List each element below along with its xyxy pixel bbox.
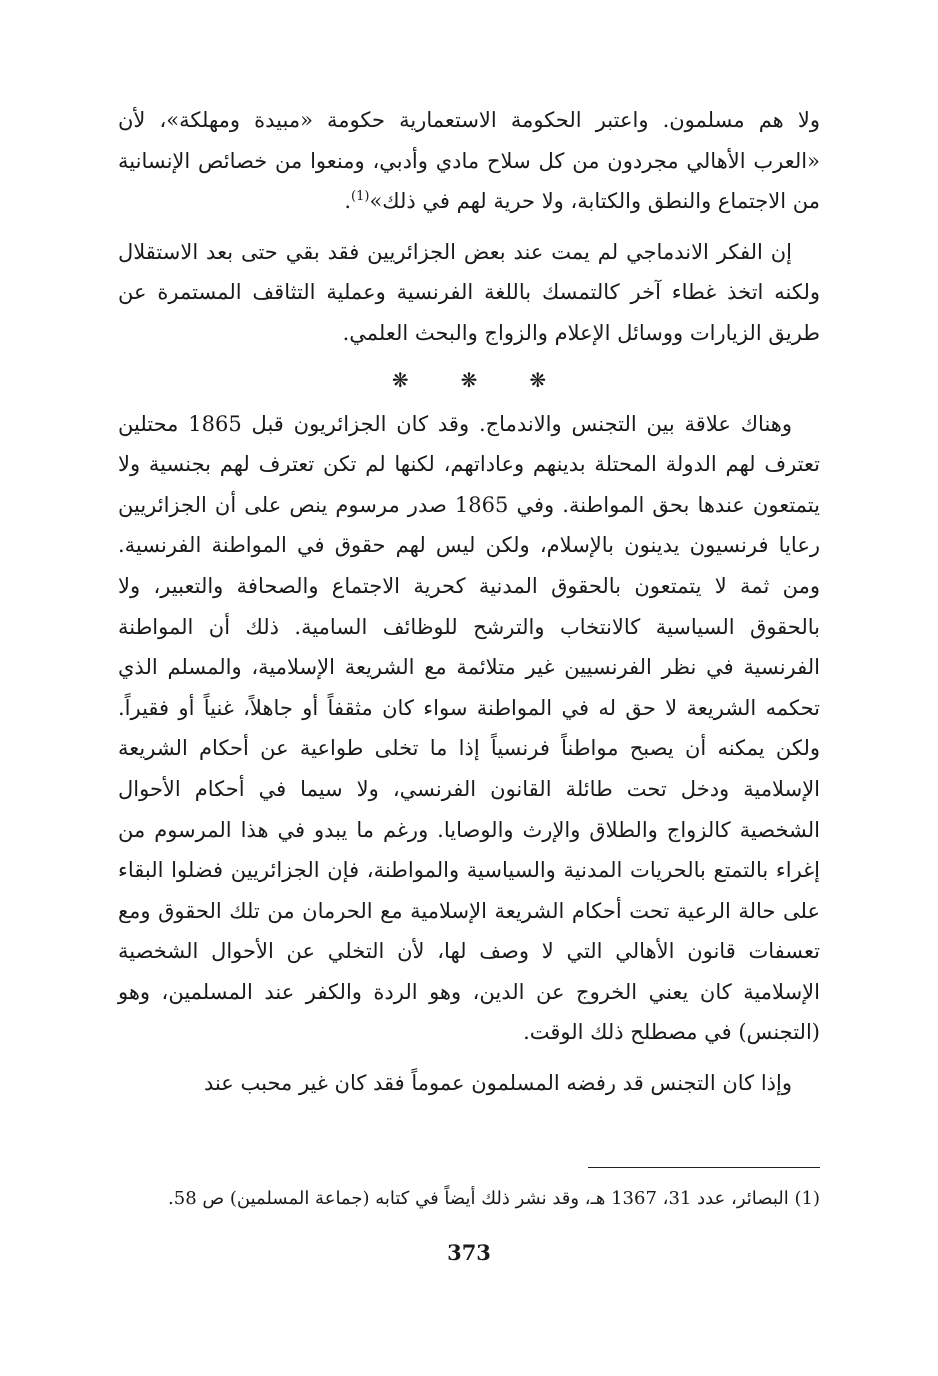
paragraph-4: وإذا كان التجنس قد رفضه المسلمون عموماً فقد كان غير محبب عند <box>203 1071 792 1096</box>
paragraph-2: إن الفكر الاندماجي لم يمت عند بعض الجزائريين فقد بقي حتى بعد الاستقلال ولكنه اتخذ غطاء آخر كالتمسك باللغة الفرنسية وعملية التثاقف المستمرة عن طريق الزيارات ووسائل الإعلام والزواج والبحث العلمي. <box>118 239 820 345</box>
separator-star: ❋ <box>460 367 478 392</box>
paragraph-1-end: . <box>344 189 351 214</box>
page-body <box>118 100 820 1104</box>
paragraph-3: وهناك علاقة بين التجنس والاندماج. وقد كان الجزائريون قبل 1865 محتلين تعترف لهم الدولة المحتلة بدينهم وعاداتهم، لكنها لم تكن تعترف لهم بجنسية ولا يتمتعون عندها بحق المواطنة. وفي 1865 صدر مرسوم ينص على أن الجزائريين رعايا فرنسيون يدينون بالإسلام، ولكن ليس لهم حقوق في المواطنة الفرنسية. ومن ثمة لا يتمتعون بالحقوق المدنية كحرية الاجتماع والصحافة والتعبير، ولا بالحقوق السياسية كالانتخاب والترشح للوظائف السامية. ذلك أن المواطنة الفرنسية في نظر الفرنسيين غير متلائمة مع الشريعة الإسلامية، والمسلم الذي تحكمه الشريعة لا حق له في المواطنة سواء كان مثقفاً أو جاهلاً، غنياً أو فقيراً. ولكن يمكنه أن يصبح مواطناً فرنسياً إذا ما تخلى طواعية عن أحكام الشريعة الإسلامية ودخل تحت طائلة القانون الفرنسي، ولا سيما في أحكام الأحوال الشخصية كالزواج والطلاق والإرث والوصايا. ورغم ما يبدو في هذا المرسوم من إغراء بالتمتع بالحريات المدنية والسياسية والمواطنة، فإن الجزائريين فضلوا البقاء على حالة الرعية تحت أحكام الشريعة الإسلامية مع الحرمان من تلك الحقوق ومع تعسفات قانون الأهالي التي لا وصف لها، لأن التخلي عن الأحوال الشخصية الإسلامية كان يعني الخروج عن الدين، وهو الردة والكفر عند المسلمين، وهو (التجنس) في مصطلح ذلك الوقت. <box>118 411 820 1045</box>
separator-star: ❋ <box>529 367 547 392</box>
paragraph-1-text: ولا هم مسلمون. واعتبر الحكومة الاستعمارية حكومة «مبيدة ومهلكة»، لأن «العرب الأهالي مجردون من كل سلاح مادي وأدبي، ومنعوا من خصائص الإنسانية من الاجتماع والنطق والكتابة، ولا حرية لهم في ذلك» <box>118 108 820 214</box>
footnote: (1) البصائر، عدد 31، 1367 هـ، وقد نشر ذلك أيضاً في كتابه (جماعة المسلمين) ص 58. <box>168 1188 820 1209</box>
separator-star: ❋ <box>391 367 409 392</box>
page-number: 373 <box>447 1240 491 1265</box>
section-separator <box>118 364 820 396</box>
paragraph-1 <box>118 100 820 222</box>
footnote-reference: (1) <box>351 189 370 205</box>
footnote-divider <box>588 1167 820 1168</box>
